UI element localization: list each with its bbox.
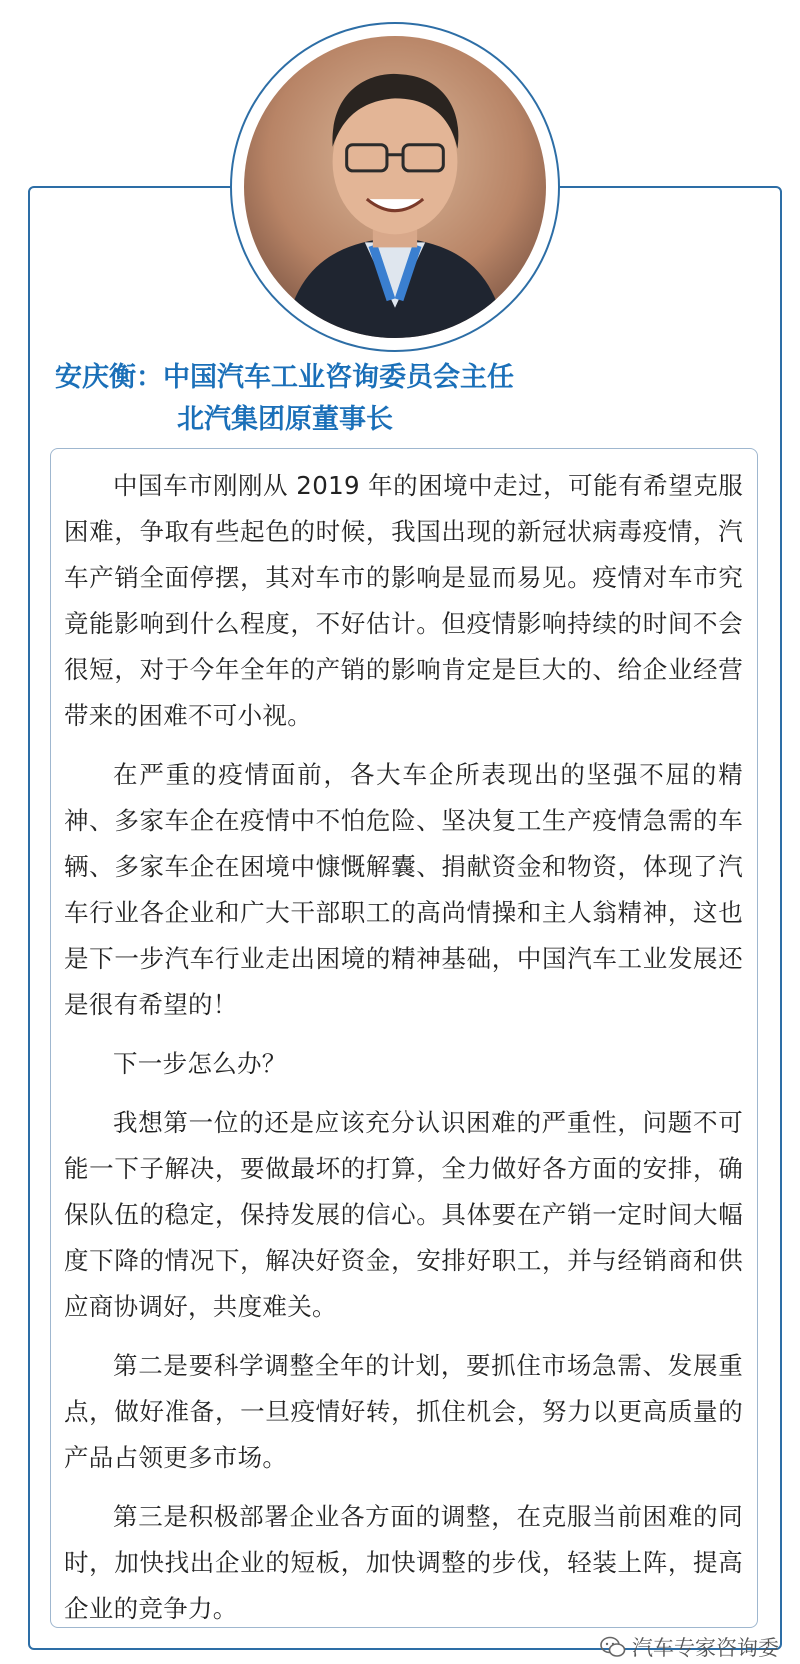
paragraph-3: 下一步怎么办？ <box>113 1049 287 1078</box>
speaker-title <box>55 357 514 441</box>
paragraph-2: 在严重的疫情面前，各大车企所表现出的坚强不屈的精神、多家车企在疫情中不怕危险、坚决复工生产疫情急需的车辆、多家车企在困境中慷慨解囊、捐献资金和物资，体现了汽车行业各企业和广大干部职工的高尚情操和主人翁精神，这也是下一步汽车行业走出困境的精神基础，中国汽车工业发展还是很有希望的！ <box>64 760 743 1019</box>
wechat-icon <box>600 1636 626 1658</box>
paragraph-6: 第三是积极部署企业各方面的调整，在克服当前困难的同时，加快找出企业的短板，加快调整的步伐，轻装上阵，提高企业的竞争力。 <box>64 1502 743 1623</box>
portrait-photo <box>230 22 560 352</box>
speaker-name-position: 安庆衡：中国汽车工业咨询委员会主任 <box>55 362 514 393</box>
speaker-former-position: 北汽集团原董事长 <box>177 404 393 435</box>
portrait-illustration <box>244 36 546 338</box>
watermark-text: 汽车专家咨询委 <box>632 1636 779 1660</box>
paragraph-5: 第二是要科学调整全年的计划，要抓住市场急需、发展重点，做好准备，一旦疫情好转，抓住机会，努力以更高质量的产品占领更多市场。 <box>64 1351 743 1472</box>
article-body <box>50 448 758 1628</box>
watermark <box>600 1632 779 1662</box>
paragraph-4: 我想第一位的还是应该充分认识困难的严重性，问题不可能一下子解决，要做最坏的打算，全力做好各方面的安排，确保队伍的稳定，保持发展的信心。具体要在产销一定时间大幅度下降的情况下，解决好资金，安排好职工，并与经销商和供应商协调好，共度难关。 <box>64 1108 743 1321</box>
paragraph-1: 中国车市刚刚从 2019 年的困境中走过，可能有希望克服困难，争取有些起色的时候，我国出现的新冠状病毒疫情，汽车产销全面停摆，其对车市的影响是显而易见。疫情对车市究竟能影响到什么程度，不好估计。但疫情影响持续的时间不会很短，对于今年全年的产销的影响肯定是巨大的、给企业经营带来的困难不可小视。 <box>64 471 743 730</box>
